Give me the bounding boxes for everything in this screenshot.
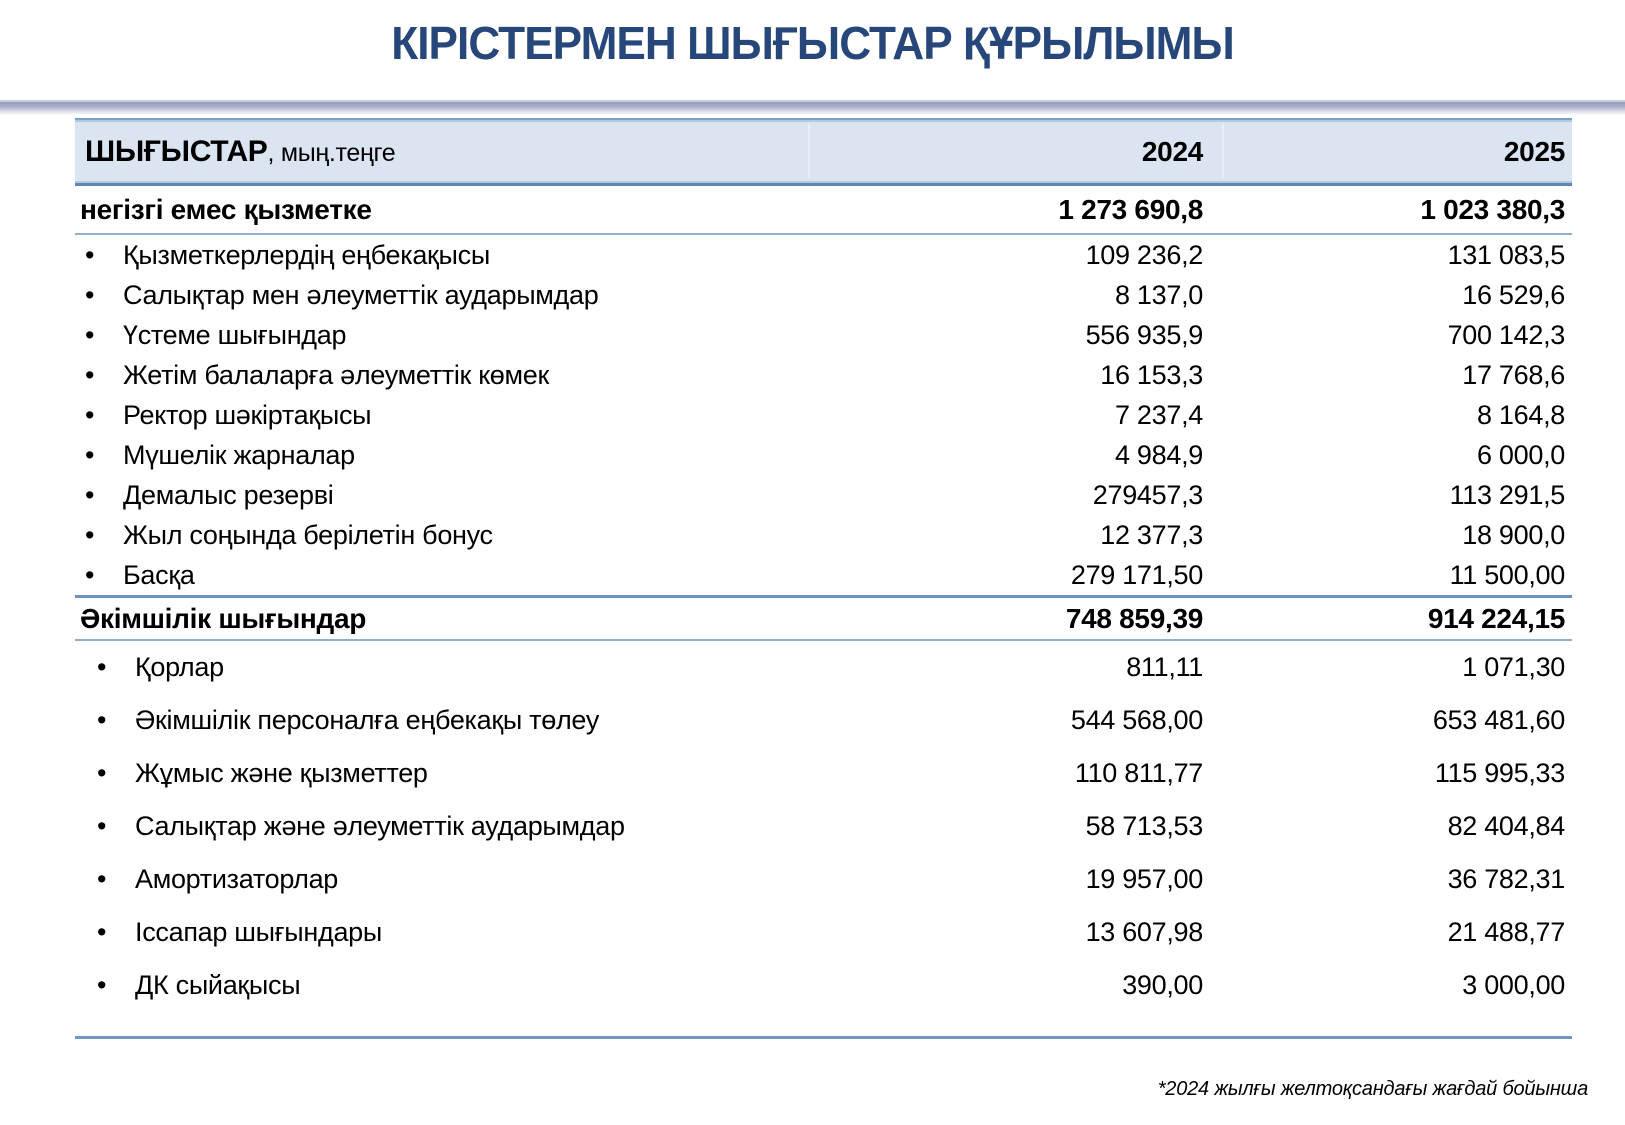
row-label: Жыл соңында берілетін бонус [123,519,493,550]
row-value-2024: 556 935,9 [1085,319,1203,350]
bullet-icon: • [97,652,107,682]
row-label-wrap [75,705,823,736]
row-label: Қызметкерлердің еңбекақысы [123,239,490,270]
row-label-wrap [75,917,823,948]
row-value-2024: 16 153,3 [1100,359,1203,390]
table-row [75,355,1572,395]
row-value-2025: 700 142,3 [1447,319,1565,350]
row-value-2025: 21 488,77 [1447,917,1565,947]
footnote: *2024 жылғы желтоқсандағы жағдай бойынша [1157,1078,1588,1100]
bullet-icon: • [97,705,107,735]
row-value-2024: 109 236,2 [1085,239,1203,270]
table-section-row [75,186,1572,235]
row-value-2024: 12 377,3 [1100,519,1203,550]
row-label: Қорлар [135,652,224,682]
table-row [75,906,1572,959]
table-header-label [75,135,823,169]
row-label: Амортизаторлар [135,864,339,894]
row-label-wrap [75,520,823,551]
row-value-2025: 6 000,0 [1477,439,1565,470]
row-label-wrap [75,970,823,1001]
row-value-2024: 748 859,39 [1065,602,1203,634]
row-value-2025: 115 995,33 [1434,758,1565,788]
row-value-2025: 1 071,30 [1462,652,1565,682]
row-label-wrap [75,320,823,351]
bullet-icon: • [97,864,107,894]
page-title: КІРІСТЕРМЕН ШЫҒЫСТАР ҚҰРЫЛЫМЫ [391,17,1234,69]
table-row [75,555,1572,595]
table-row [75,235,1572,275]
row-label-wrap [75,758,823,789]
row-value-2024: 4 984,9 [1115,439,1203,470]
header-column-divider [808,124,810,178]
row-label: негізгі емес қызметке [80,193,372,225]
row-label-wrap [75,811,823,842]
bullet-icon: • [85,399,95,430]
expenses-table [75,118,1572,1039]
row-value-2024: 279457,3 [1092,479,1203,510]
row-value-2024: 110 811,77 [1074,758,1203,788]
row-label-wrap [75,864,823,895]
row-label: Демалыс резерві [123,479,334,510]
row-label: Іссапар шығындары [135,917,382,947]
row-value-2025: 18 900,0 [1462,519,1565,550]
table-row [75,395,1572,435]
row-label-wrap [75,652,823,683]
table-row [75,853,1572,906]
row-value-2025: 11 500,00 [1449,559,1565,590]
table-header-year-2025: 2025 [1503,135,1565,167]
table-row [75,435,1572,475]
table-row [75,694,1572,747]
bullet-icon: • [85,279,95,310]
row-label-wrap [75,360,823,391]
row-value-2025: 82 404,84 [1447,811,1565,841]
table-row [75,959,1572,1012]
bullet-icon: • [85,239,95,270]
table-row [75,641,1572,694]
table-row [75,315,1572,355]
table-row [75,800,1572,853]
bullet-icon: • [85,479,95,510]
bullet-icon: • [85,319,95,350]
row-value-2025: 914 224,15 [1427,602,1565,634]
row-value-2025: 131 083,5 [1447,239,1565,270]
row-label: Әкімшілік шығындар [80,602,367,634]
row-value-2025: 653 481,60 [1432,705,1565,735]
row-label-wrap [75,440,823,471]
row-value-2025: 36 782,31 [1447,864,1565,894]
row-value-2025: 8 164,8 [1477,399,1565,430]
table-row [75,747,1572,800]
row-label: Жетім балаларға әлеуметтік көмек [123,359,549,390]
row-label-wrap [75,400,823,431]
row-value-2024: 1 273 690,8 [1058,193,1203,225]
row-label: ДК сыйақысы [135,970,301,1000]
table-row [75,275,1572,315]
table-header-label-units: , мың.теңге [267,138,396,167]
row-label: Мүшелік жарналар [123,439,355,470]
row-value-2024: 7 237,4 [1115,399,1203,430]
row-value-2025: 16 529,6 [1462,279,1565,310]
row-label: Басқа [123,559,195,590]
bullet-icon: • [97,758,107,788]
table-section-row [75,595,1572,641]
row-value-2025: 1 023 380,3 [1420,193,1565,225]
table-header-year-2024: 2024 [1141,135,1203,167]
row-label-wrap [75,240,823,271]
bullet-icon: • [97,917,107,947]
row-value-2024: 544 568,00 [1070,705,1203,735]
row-value-2024: 811,11 [1126,652,1203,682]
row-label: Ректор шәкіртақысы [123,399,372,430]
table-header-row [75,118,1572,186]
row-label: Салықтар және әлеуметтік аударымдар [135,811,625,841]
row-label-wrap [75,280,823,311]
row-value-2025: 17 768,6 [1462,359,1565,390]
bullet-icon: • [97,811,107,841]
table-row [75,515,1572,555]
row-label: Үстеме шығындар [123,319,347,350]
row-value-2024: 58 713,53 [1085,811,1203,841]
row-value-2025: 113 291,5 [1449,479,1565,510]
row-value-2025: 3 000,00 [1462,970,1565,1000]
bullet-icon: • [85,439,95,470]
title-divider-bar [0,100,1625,115]
table-header-label-bold: ШЫҒЫСТАР [85,134,268,168]
row-label: Әкімшілік персоналға еңбекақы төлеу [135,705,600,735]
bullet-icon: • [85,559,95,590]
row-label: Жұмыс және қызметтер [135,758,428,788]
row-value-2024: 19 957,00 [1085,864,1203,894]
row-value-2024: 279 171,50 [1070,559,1203,590]
row-label: Салықтар мен әлеуметтік аударымдар [123,279,599,310]
table-row [75,475,1572,515]
header-column-divider [1222,124,1224,178]
bullet-icon: • [85,519,95,550]
row-value-2024: 390,00 [1122,970,1203,1000]
table-body [75,186,1572,1039]
row-value-2024: 13 607,98 [1085,917,1203,947]
row-value-2024: 8 137,0 [1115,279,1203,310]
bullet-icon: • [97,970,107,1000]
bullet-icon: • [85,359,95,390]
row-label-wrap [75,480,823,511]
row-label-wrap [75,560,823,591]
